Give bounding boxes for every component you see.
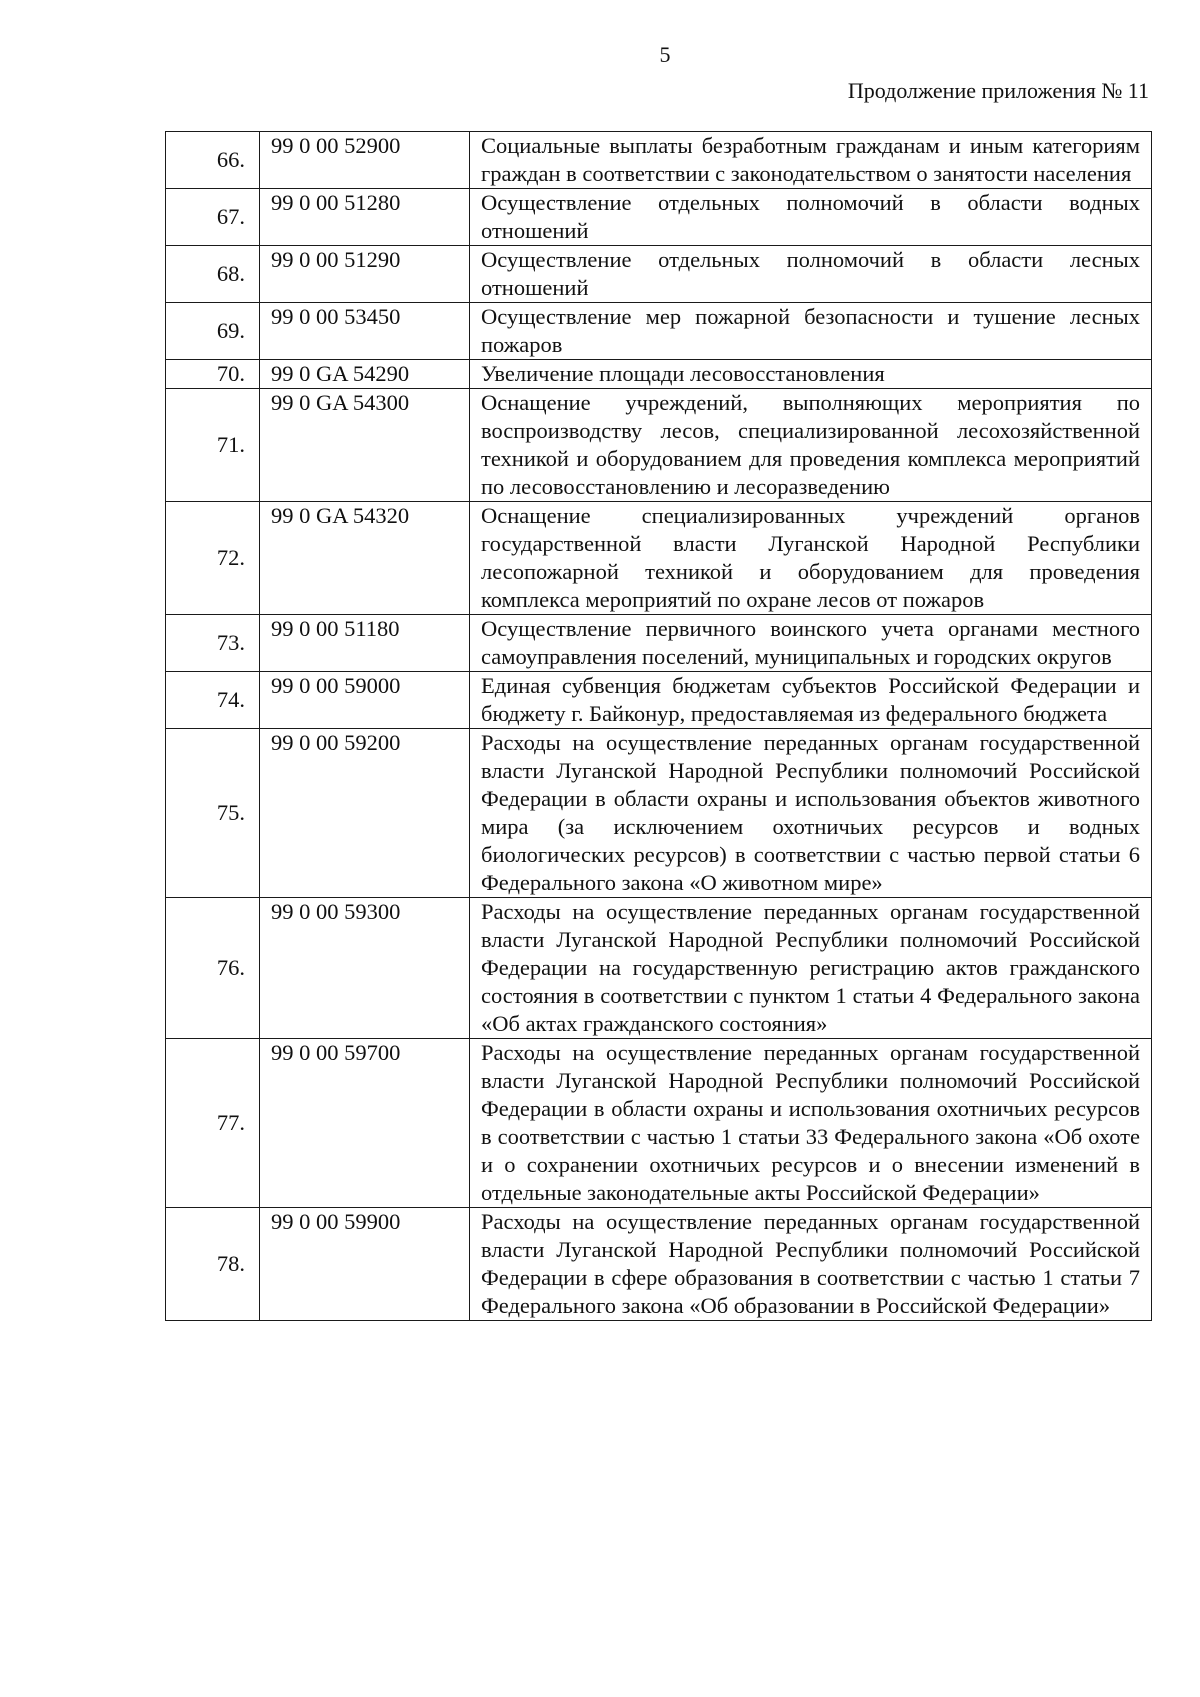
budget-code: 99 0 GA 54290	[260, 360, 470, 389]
row-number: 78.	[166, 1208, 260, 1321]
code-description: Увеличение площади лесовосстановления	[470, 360, 1152, 389]
continuation-header: Продолжение приложения № 11	[847, 78, 1149, 103]
budget-code: 99 0 00 51280	[260, 189, 470, 246]
budget-code: 99 0 00 59700	[260, 1039, 470, 1208]
budget-code: 99 0 GA 54320	[260, 502, 470, 615]
table-body	[166, 132, 1152, 1321]
table-row	[166, 729, 1152, 898]
row-number: 70.	[166, 360, 260, 389]
budget-code: 99 0 00 52900	[260, 132, 470, 189]
row-number: 74.	[166, 672, 260, 729]
table-row	[166, 246, 1152, 303]
row-number: 68.	[166, 246, 260, 303]
row-number: 73.	[166, 615, 260, 672]
code-description: Расходы на осуществление переданных органам государственной власти Луганской Народной Республики полномочий Российской Федерации в области охраны и использования объектов животного мира (за исключением охотничьих ресурсов и водных биологических ресурсов) в соответствии с частью первой статьи 6 Федерального закона «О животном мире»	[470, 729, 1152, 898]
table-row	[166, 189, 1152, 246]
table-row	[166, 898, 1152, 1039]
table-row	[166, 389, 1152, 502]
code-description: Осуществление первичного воинского учета органами местного самоуправления поселений, муниципальных и городских округов	[470, 615, 1152, 672]
row-number: 75.	[166, 729, 260, 898]
budget-code: 99 0 00 59000	[260, 672, 470, 729]
budget-code: 99 0 GA 54300	[260, 389, 470, 502]
table-row	[166, 360, 1152, 389]
code-description: Осуществление мер пожарной безопасности и тушение лесных пожаров	[470, 303, 1152, 360]
table-row	[166, 502, 1152, 615]
code-description: Расходы на осуществление переданных органам государственной власти Луганской Народной Республики полномочий Российской Федерации в сфере образования в соответствии с частью 1 статьи 7 Федерального закона «Об образовании в Российской Федерации»	[470, 1208, 1152, 1321]
budget-code: 99 0 00 59900	[260, 1208, 470, 1321]
table-row	[166, 1039, 1152, 1208]
table-row	[166, 615, 1152, 672]
row-number: 67.	[166, 189, 260, 246]
code-description: Оснащение специализированных учреждений органов государственной власти Луганской Народной Республики лесопожарной техникой и оборудованием для проведения комплекса мероприятий по охране лесов от пожаров	[470, 502, 1152, 615]
table-row	[166, 303, 1152, 360]
code-description: Оснащение учреждений, выполняющих мероприятия по воспроизводству лесов, специализированной лесохозяйственной техникой и оборудованием для проведения комплекса мероприятий по лесовосстановлению и лесоразведению	[470, 389, 1152, 502]
budget-codes-table	[165, 131, 1152, 1321]
row-number: 72.	[166, 502, 260, 615]
row-number: 69.	[166, 303, 260, 360]
code-description: Осуществление отдельных полномочий в области водных отношений	[470, 189, 1152, 246]
row-number: 71.	[166, 389, 260, 502]
budget-code: 99 0 00 51180	[260, 615, 470, 672]
budget-code: 99 0 00 53450	[260, 303, 470, 360]
budget-code: 99 0 00 51290	[260, 246, 470, 303]
code-description: Единая субвенция бюджетам субъектов Российской Федерации и бюджету г. Байконур, предоставляемая из федерального бюджета	[470, 672, 1152, 729]
code-description: Расходы на осуществление переданных органам государственной власти Луганской Народной Республики полномочий Российской Федерации в области охраны и использования охотничьих ресурсов в соответствии с частью 1 статьи 33 Федерального закона «Об охоте и о сохранении охотничьих ресурсов и о внесении изменений в отдельные законодательные акты Российской Федерации»	[470, 1039, 1152, 1208]
code-description: Социальные выплаты безработным гражданам и иным категориям граждан в соответствии с законодательством о занятости населения	[470, 132, 1152, 189]
page-number: 5	[659, 42, 671, 67]
table-row	[166, 672, 1152, 729]
budget-code: 99 0 00 59200	[260, 729, 470, 898]
code-description: Осуществление отдельных полномочий в области лесных отношений	[470, 246, 1152, 303]
row-number: 66.	[166, 132, 260, 189]
budget-code: 99 0 00 59300	[260, 898, 470, 1039]
code-description: Расходы на осуществление переданных органам государственной власти Луганской Народной Республики полномочий Российской Федерации на государственную регистрацию актов гражданского состояния в соответствии с пунктом 1 статьи 4 Федерального закона «Об актах гражданского состояния»	[470, 898, 1152, 1039]
row-number: 77.	[166, 1039, 260, 1208]
table-row	[166, 132, 1152, 189]
table-row	[166, 1208, 1152, 1321]
row-number: 76.	[166, 898, 260, 1039]
